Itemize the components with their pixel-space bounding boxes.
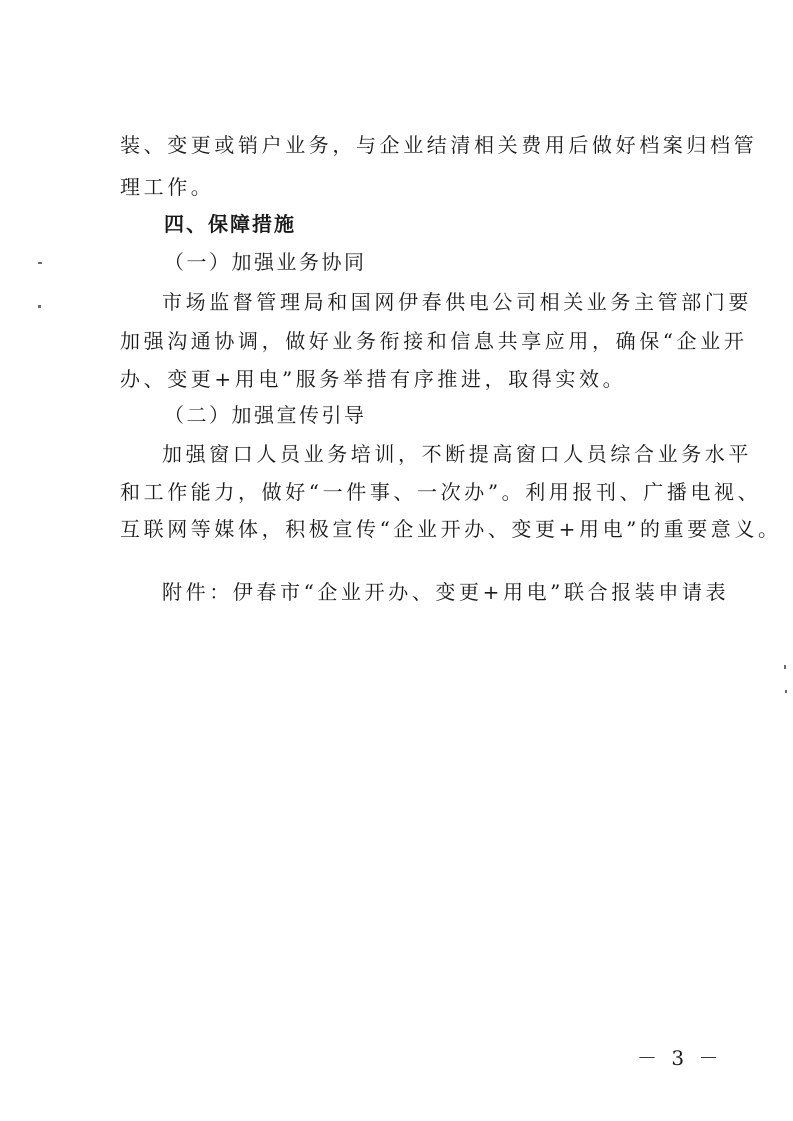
paragraph-line: 和工作能力，做好“一件事、一次办”。利用报刊、广播电视、: [120, 480, 762, 504]
section-heading: 四、保障措施: [164, 212, 296, 236]
paragraph-line: 办、变更+用电”服务举措有序推进，取得实效。: [120, 367, 627, 391]
paragraph-line: 市场监督管理局和国网伊春供电公司相关业务主管部门要: [162, 290, 752, 314]
paragraph-continuation-line: 装、变更或销户业务，与企业结清相关费用后做好档案归档管: [120, 133, 758, 157]
paragraph-line: 加强窗口人员业务培训，不断提高窗口人员综合业务水平: [162, 442, 752, 466]
subsection-heading: （二）加强宣传引导: [164, 403, 367, 427]
paragraph-line: 互联网等媒体，积极宣传“企业开办、变更+用电”的重要意义。: [120, 517, 782, 541]
paragraph-line: 加强沟通协调，做好业务衔接和信息共享应用，确保“企业开: [120, 329, 748, 353]
subsection-heading: （一）加强业务协同: [164, 250, 367, 274]
attachment-note: 附件：伊春市“企业开办、变更+用电”联合报装申请表: [162, 580, 730, 604]
scan-speck: [784, 665, 786, 669]
scan-speck: [785, 690, 787, 693]
scan-speck: [38, 305, 41, 308]
scan-speck: [38, 262, 42, 264]
paragraph-continuation-line: 理工作。: [120, 175, 215, 199]
page-number: － 3 －: [637, 1046, 723, 1070]
